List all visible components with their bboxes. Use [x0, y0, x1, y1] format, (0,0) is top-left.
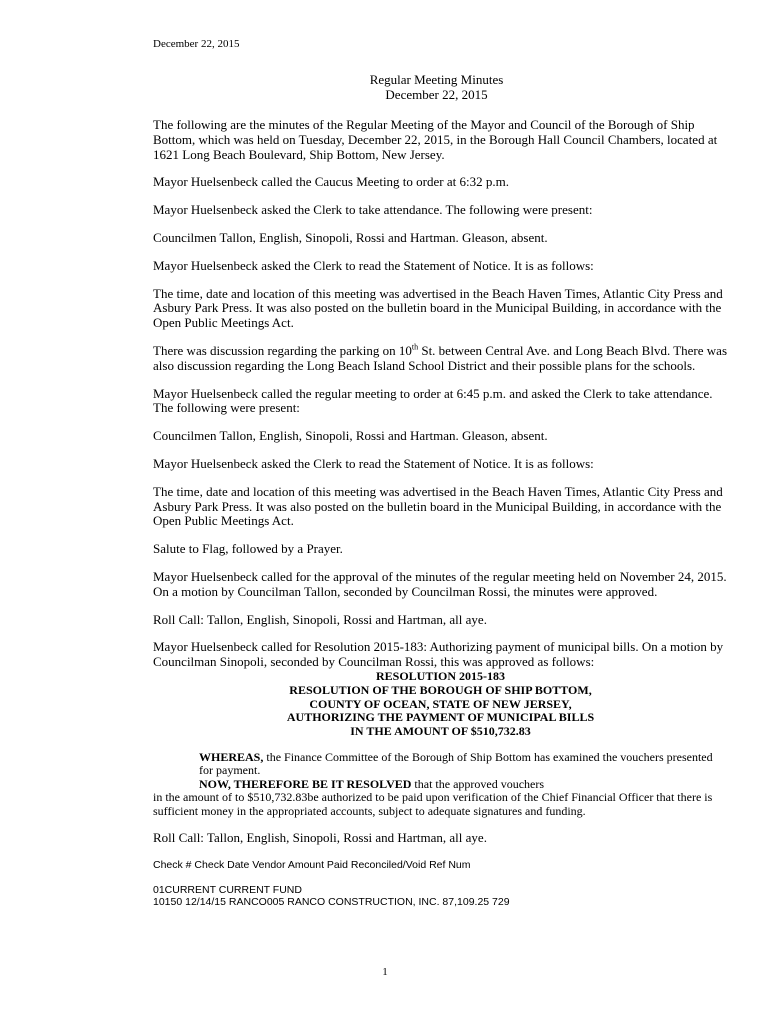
paragraph-parking-discussion	[153, 344, 728, 374]
paragraph-roll-call: Roll Call: Tallon, English, Sinopoli, Rossi and Hartman, all aye.	[153, 611, 487, 627]
bill-list-row: 10150 12/14/15 RANCO005 RANCO CONSTRUCTION, INC. 87,109.25 729	[153, 896, 510, 909]
minutes-body	[153, 118, 728, 909]
whereas-label: WHEREAS,	[199, 749, 264, 764]
whereas-clause	[153, 751, 728, 778]
resolved-text: that the approved vouchers	[411, 776, 545, 791]
paragraph-caucus-order: Mayor Huelsenbeck called the Caucus Meeting to order at 6:32 p.m.	[153, 174, 509, 190]
parking-superscript: th	[411, 342, 419, 352]
page-number: 1	[382, 966, 388, 978]
resolution-body	[153, 751, 728, 819]
title-line-2: December 22, 2015	[385, 87, 488, 102]
resolution-line-5: IN THE AMOUNT OF $510,732.83	[350, 724, 531, 739]
paragraph-attendance-list-2: Councilmen Tallon, English, Sinopoli, Rossi and Hartman. Gleason, absent.	[153, 428, 548, 444]
paragraph-attendance-request: Mayor Huelsenbeck asked the Clerk to take attendance. The following were present:	[153, 202, 593, 218]
bill-list	[153, 859, 728, 909]
paragraph-regular-order: Mayor Huelsenbeck called the regular meeting to order at 6:45 p.m. and asked the Clerk to take attendance. The following were present:	[153, 385, 713, 416]
paragraph-intro: The following are the minutes of the Regular Meeting of the Mayor and Council of the Borough of Ship Bottom, which was held on Tuesday, December 22, 2015, in the Borough Hall Council Chambers, located at 1621 Long Beach Boulevard, Ship Bottom, New Jersey.	[153, 117, 718, 162]
title-block	[153, 72, 720, 102]
resolved-label: NOW, THEREFORE BE IT RESOLVED	[199, 776, 412, 791]
header-date: December 22, 2015	[153, 38, 240, 50]
resolution-line-3: COUNTY OF OCEAN, STATE OF NEW JERSEY,	[309, 696, 572, 711]
bill-list-fund: 01CURRENT CURRENT FUND	[153, 883, 302, 896]
resolution-heading	[153, 670, 728, 739]
paragraph-attendance-list: Councilmen Tallon, English, Sinopoli, Rossi and Hartman. Gleason, absent.	[153, 229, 548, 245]
resolution-line-4: AUTHORIZING THE PAYMENT OF MUNICIPAL BILLS	[286, 710, 595, 725]
amount-clause: in the amount of to $510,732.83be authorized to be paid upon verification of the Chief Financial Officer that there is sufficient money in the appropriated accounts, subject to adequate signatures and funding.	[153, 790, 713, 818]
paragraph-notice-request-2: Mayor Huelsenbeck asked the Clerk to read the Statement of Notice. It is as follows:	[153, 455, 594, 471]
paragraph-resolution-call: Mayor Huelsenbeck called for Resolution 2015-183: Authorizing payment of municipal bills. On a motion by Councilman Sinopoli, seconded by Councilman Rossi, this was approved as follows:	[153, 639, 724, 670]
resolved-clause	[153, 778, 728, 792]
paragraph-salute: Salute to Flag, followed by a Prayer.	[153, 541, 343, 557]
paragraph-notice-text: The time, date and location of this meeting was advertised in the Beach Haven Times, Atlantic City Press and Asbury Park Press. It was also posted on the bulletin board in the Municipal Building, in accordance with the Open Public Meetings Act.	[153, 285, 723, 331]
whereas-text: the Finance Committee of the Borough of Ship Bottom has examined the vouchers presented for payment.	[199, 749, 713, 778]
paragraph-minutes-approval: Mayor Huelsenbeck called for the approval of the minutes of the regular meeting held on November 24, 2015. On a motion by Councilman Tallon, seconded by Councilman Rossi, the minutes were approved.	[153, 568, 727, 599]
paragraph-roll-call-2: Roll Call: Tallon, English, Sinopoli, Rossi and Hartman, all aye.	[153, 830, 487, 846]
bill-list-header: Check # Check Date Vendor Amount Paid Reconciled/Void Ref Num	[153, 859, 471, 872]
paragraph-notice-text-2: The time, date and location of this meeting was advertised in the Beach Haven Times, Atlantic City Press and Asbury Park Press. It was also posted on the bulletin board in the Municipal Building, in accordance with the Open Public Meetings Act.	[153, 483, 723, 529]
resolution-line-1: RESOLUTION 2015-183	[375, 668, 506, 683]
title-line-1: Regular Meeting Minutes	[369, 72, 504, 87]
parking-text-before: There was discussion regarding the parking on 10	[153, 342, 412, 358]
resolution-line-2: RESOLUTION OF THE BOROUGH OF SHIP BOTTOM,	[289, 682, 592, 697]
paragraph-notice-request: Mayor Huelsenbeck asked the Clerk to read the Statement of Notice. It is as follows:	[153, 257, 594, 273]
parking-text-after: St. between Central Ave. and Long Beach Blvd. There was also discussion regarding the Long Beach Island School District and their possible plans for the schools.	[153, 342, 728, 373]
